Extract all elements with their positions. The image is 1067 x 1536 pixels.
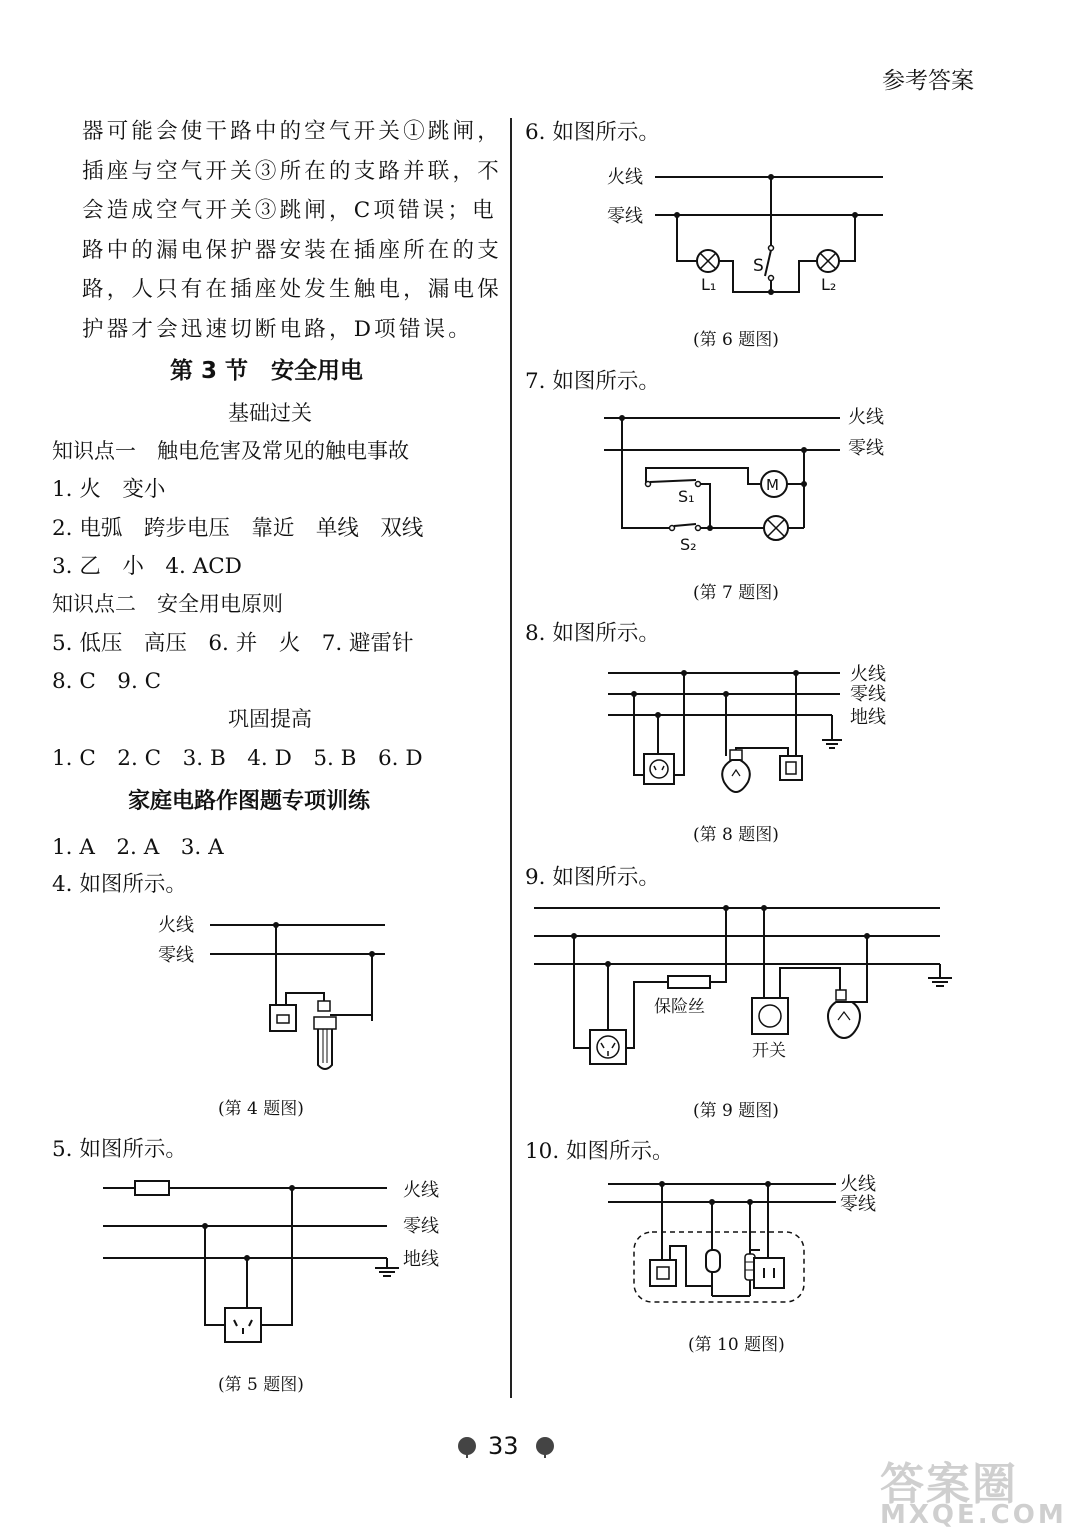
- fig4-cfl-lamp: [318, 1029, 332, 1069]
- column-divider: [510, 118, 512, 1398]
- knowledge-point-1: 知识点一 触电危害及常见的触电事故: [52, 439, 409, 463]
- figure-5-diagram: [95, 1168, 455, 1358]
- figure-7-diagram: [600, 398, 900, 566]
- fig6-neutral-label: 零线: [607, 206, 643, 227]
- subheading-consolidate: 巩固提高: [228, 707, 312, 731]
- fig6-live-label: 火线: [607, 167, 643, 188]
- answer-2: 2. 电弧 跨步电压 靠近 单线 双线: [52, 516, 424, 541]
- special-answer-6: 6. 如图所示。: [525, 120, 660, 145]
- answer-3-4: 3. 乙 小 4. ACD: [52, 554, 242, 579]
- special-answer-9: 9. 如图所示。: [525, 865, 660, 890]
- fig9-caption: (第 9 题图): [693, 1101, 779, 1121]
- fig6-l1-label: L₁: [701, 275, 717, 294]
- fig4-live-label: 火线: [158, 915, 194, 936]
- fig7-switch-s1: [650, 480, 696, 482]
- fig8-lamp: [722, 760, 750, 792]
- special-answer-8: 8. 如图所示。: [525, 621, 660, 646]
- special-answer-5: 5. 如图所示。: [52, 1137, 187, 1162]
- fig7-neutral-label: 零线: [848, 438, 884, 459]
- fig9-switch: [752, 998, 788, 1034]
- fig7-s2-label: S₂: [680, 535, 697, 554]
- fig5-fuse: [135, 1181, 169, 1195]
- answer-consolidate: 1. C 2. C 3. B 4. D 5. B 6. D: [52, 746, 423, 771]
- figure-4-diagram: [150, 905, 400, 1080]
- fig5-neutral-label: 零线: [403, 1216, 439, 1237]
- fig8-switch: [780, 756, 802, 780]
- fig5-live-label: 火线: [403, 1180, 439, 1201]
- fig6-switch-label: S: [753, 256, 764, 276]
- fig10-live-label: 火线: [840, 1174, 876, 1195]
- answer-1: 1. 火 变小: [52, 477, 166, 502]
- answer-8-9: 8. C 9. C: [52, 669, 162, 694]
- fig9-socket: [590, 1030, 626, 1064]
- continued-paragraph: 器可能会使干路中的空气开关①跳闸，插座与空气开关③所在的支路并联，不会造成空气开关③跳闸，C项错误；电路中的漏电保护器安装在插座所在的支路，人只有在插座处发生触电，漏电保护器才会迅速切断电路，D项错误。: [82, 119, 502, 342]
- fig10-caption: (第 10 题图): [688, 1335, 785, 1355]
- fig5-ground-label: 地线: [403, 1249, 439, 1270]
- fig5-caption: (第 5 题图): [218, 1375, 304, 1395]
- fig8-neutral-label: 零线: [850, 684, 886, 705]
- figure-8-diagram: [600, 660, 900, 800]
- page-number: 33: [488, 1432, 519, 1460]
- fig4-neutral-label: 零线: [158, 945, 194, 966]
- figure-6-diagram: [605, 158, 895, 300]
- fig9-lamp: [828, 1002, 860, 1038]
- fig7-switch-s2: [674, 524, 696, 526]
- fig8-caption: (第 8 题图): [693, 825, 779, 845]
- leaf-right-icon: [534, 1436, 556, 1458]
- fig8-ground-label: 地线: [850, 707, 886, 728]
- subheading-basic: 基础过关: [228, 401, 312, 425]
- fig4-lamp-base: [318, 1001, 330, 1011]
- fig5-socket: [225, 1308, 261, 1342]
- fig4-caption: (第 4 题图): [218, 1099, 304, 1119]
- special-answers-1-3: 1. A 2. A 3. A: [52, 835, 224, 860]
- special-answer-10: 10. 如图所示。: [525, 1139, 674, 1164]
- fig10-switch: [650, 1260, 676, 1286]
- fig10-lamp: [706, 1250, 720, 1272]
- fig7-caption: (第 7 题图): [693, 583, 779, 603]
- fig6-switch: [765, 250, 771, 276]
- watermark-url: MXQE.COM: [880, 1500, 1067, 1530]
- watermark-logo: 答案圈: [880, 1459, 1018, 1510]
- fig7-s1-label: S₁: [678, 487, 695, 506]
- knowledge-point-2: 知识点二 安全用电原则: [52, 592, 283, 616]
- fig6-l2-label: L₂: [821, 275, 837, 294]
- special-answer-4: 4. 如图所示。: [52, 872, 187, 897]
- fig10-socket: [754, 1258, 784, 1288]
- special-title: 家庭电路作图题专项训练: [128, 789, 371, 814]
- fig6-caption: (第 6 题图): [693, 330, 779, 350]
- special-answer-7: 7. 如图所示。: [525, 369, 660, 394]
- figure-9-diagram: [530, 898, 960, 1068]
- leaf-left-icon: [456, 1436, 478, 1458]
- fig4-switch: [270, 1005, 296, 1031]
- answer-5-7: 5. 低压 高压 6. 并 火 7. 避雷针: [52, 631, 414, 656]
- fig7-motor-label: M: [766, 476, 779, 494]
- fig7-live-label: 火线: [848, 407, 884, 428]
- fig10-neutral-label: 零线: [840, 1194, 876, 1215]
- fig8-live-label: 火线: [850, 664, 886, 685]
- header-title: 参考答案: [882, 68, 974, 94]
- section-title: 第 3 节 安全用电: [170, 358, 364, 384]
- fig9-fuse-label: 保险丝: [654, 997, 705, 1017]
- fig9-fuse: [668, 976, 710, 988]
- fig9-switch-label: 开关: [752, 1041, 786, 1061]
- fig8-socket: [644, 754, 674, 784]
- figure-10-diagram: [600, 1170, 900, 1310]
